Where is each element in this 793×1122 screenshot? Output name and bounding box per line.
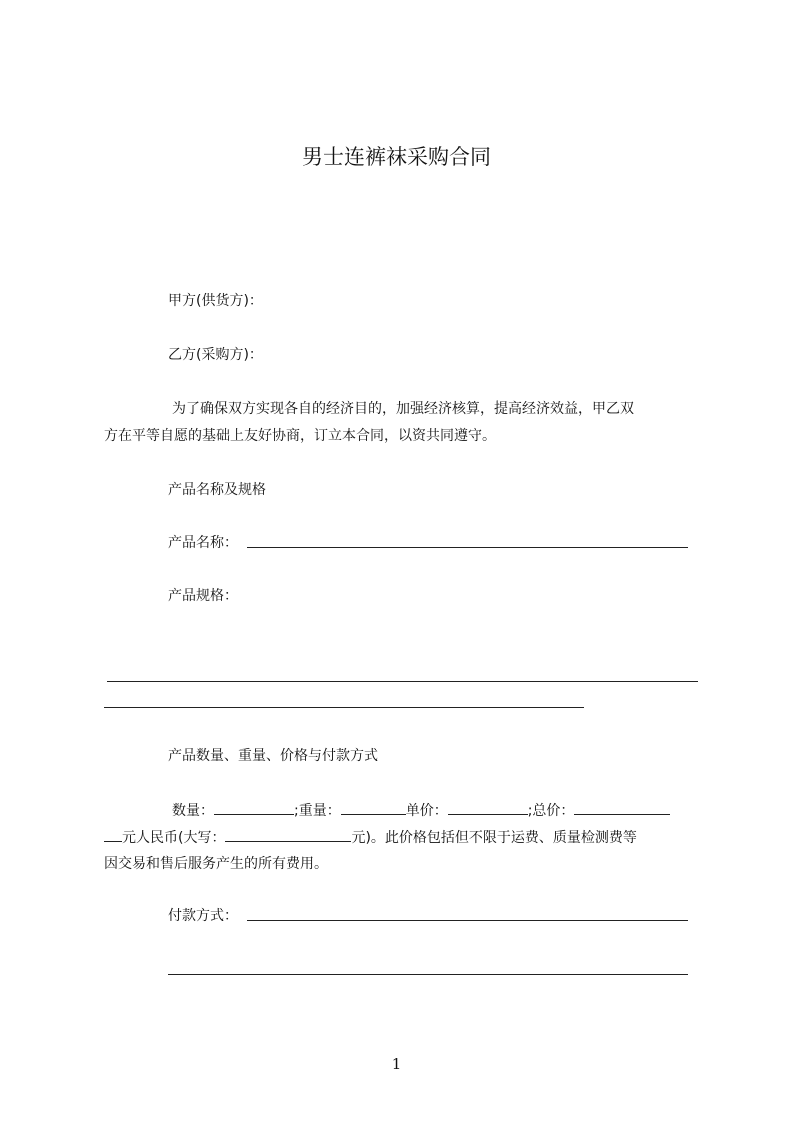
price-includes-text: 元)。此价格包括但不限于运费、质量检测费等 [351, 830, 637, 846]
intro-line-2: 方在平等自愿的基础上友好协商，订立本合同，以资共同遵守。 [104, 428, 496, 444]
quantity-label: 数量： [172, 803, 214, 819]
party-a-label: 甲方(供货方)： [168, 293, 263, 309]
section-product-name-spec-heading: 产品名称及规格 [168, 482, 266, 498]
weight-label: ;重量： [294, 803, 341, 819]
intro-line-1: 为了确保双方实现各自的经济目的，加强经济核算，提高经济效益，甲乙双 [172, 401, 634, 417]
total-price-label: ;总价： [527, 803, 575, 819]
yuan-rmb-label: 元人民币(大写： [122, 830, 226, 846]
party-b-label: 乙方(采购方)： [168, 347, 263, 363]
quantity-price-line-1 [172, 800, 670, 821]
page-number: 1 [391, 1055, 402, 1073]
quantity-price-line-3: 因交易和售后服务产生的所有费用。 [104, 856, 328, 872]
quantity-price-line-2 [104, 827, 637, 848]
quantity-blank[interactable] [214, 800, 294, 815]
total-price-blank[interactable] [574, 800, 670, 815]
document-title: 男士连裤袜采购合同 [302, 145, 491, 169]
payment-method-label: 付款方式： [168, 908, 238, 924]
unit-price-label: 单价： [405, 803, 448, 819]
product-spec-label: 产品规格： [168, 588, 238, 604]
amount-in-words-blank[interactable] [225, 827, 351, 842]
product-name-label: 产品名称： [168, 535, 238, 551]
weight-blank[interactable] [341, 800, 406, 815]
section-quantity-price-heading: 产品数量、重量、价格与付款方式 [168, 748, 378, 764]
unit-price-blank[interactable] [448, 800, 528, 815]
product-spec-blank-line-1[interactable] [107, 681, 698, 682]
payment-method-blank[interactable] [247, 920, 688, 921]
product-name-blank[interactable] [247, 547, 688, 548]
total-price-blank-continued[interactable] [104, 827, 122, 842]
product-spec-blank-line-2[interactable] [104, 707, 584, 708]
payment-method-blank-line-2[interactable] [168, 974, 688, 975]
